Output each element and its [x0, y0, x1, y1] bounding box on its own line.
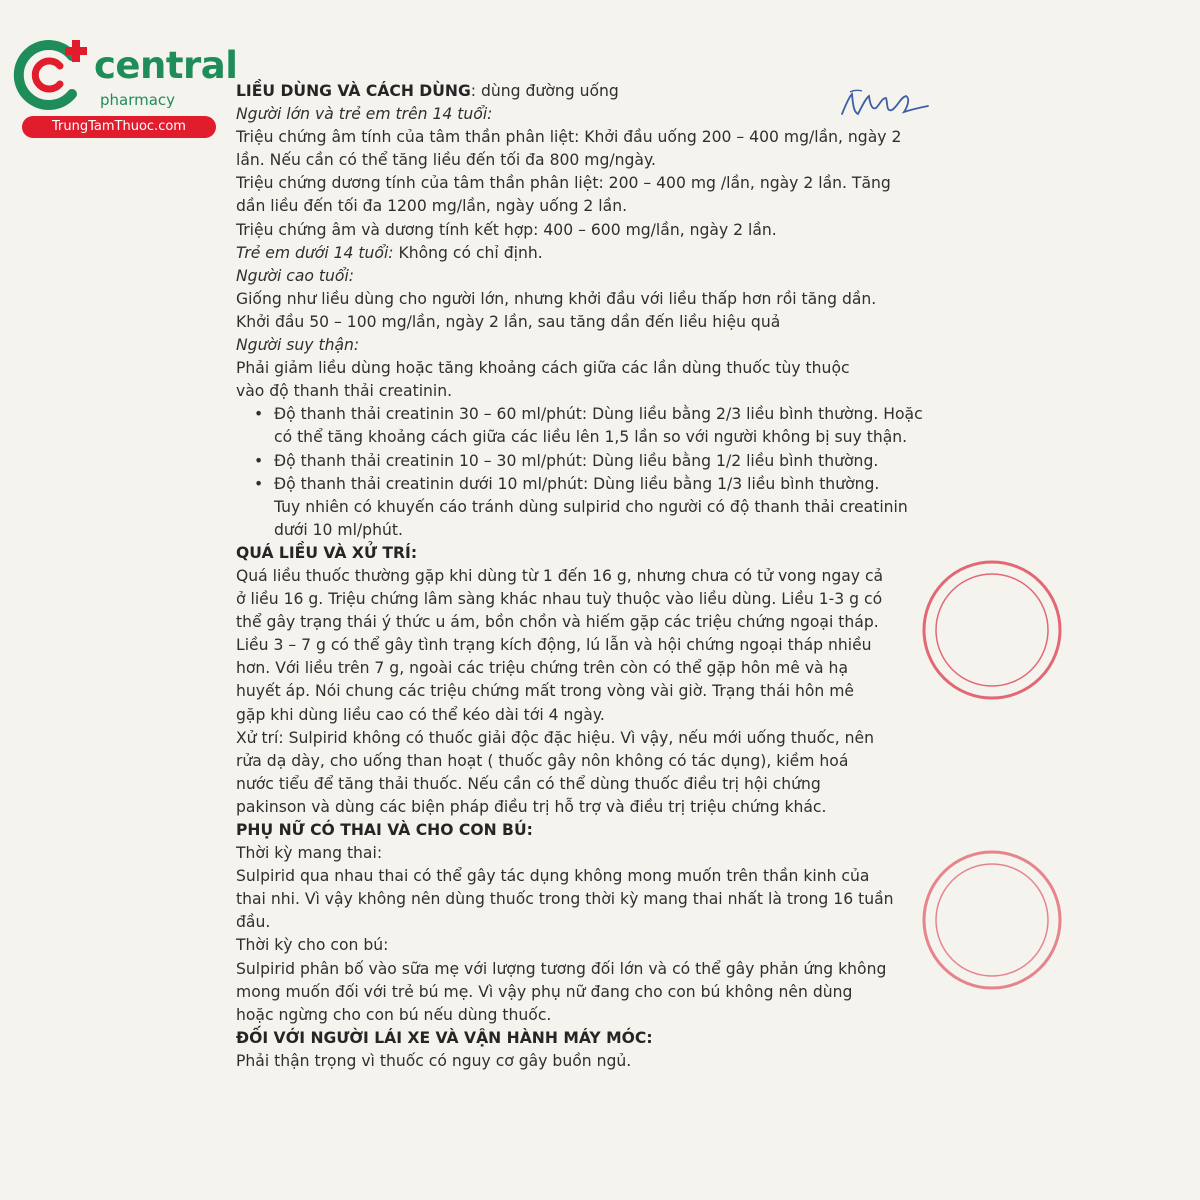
- text-line: [236, 403, 1012, 426]
- text-line: [236, 750, 1012, 773]
- body-text: đầu.: [236, 913, 271, 932]
- text-line: [236, 265, 1012, 288]
- body-text: Khởi đầu 50 – 100 mg/lần, ngày 2 lần, sau tăng dần đến liều hiệu quả: [236, 312, 781, 331]
- text-line: [236, 473, 1012, 496]
- body-text: nước tiểu để tăng thải thuốc. Nếu cần có thể dùng thuốc điều trị hội chứng: [236, 774, 821, 793]
- text-line: [236, 242, 1012, 265]
- body-text: mong muốn đối với trẻ bú mẹ. Vì vậy phụ nữ đang cho con bú không nên dùng: [236, 982, 853, 1001]
- body-text: có thể tăng khoảng cách giữa các liều lên 1,5 lần so với người không bị suy thận.: [274, 428, 908, 447]
- body-text: hơn. Với liều trên 7 g, ngoài các triệu chứng trên còn có thể gặp hôn mê và hạ: [236, 659, 849, 678]
- text-line: [236, 934, 1012, 957]
- text-line: [236, 149, 1012, 172]
- central-pharmacy-logo-icon: [10, 34, 92, 116]
- text-line: [236, 219, 1012, 242]
- text-line: [236, 565, 1012, 588]
- bullet-marker: •: [254, 474, 264, 493]
- body-text: huyết áp. Nói chung các triệu chứng mất trong vòng vài giờ. Trạng thái hôn mê: [236, 682, 855, 701]
- text-line: [236, 888, 1012, 911]
- text-line: [236, 819, 1012, 842]
- body-text: Độ thanh thải creatinin dưới 10 ml/phút: Dùng liều bằng 1/3 liều bình thường.: [274, 474, 880, 493]
- body-text: Thời kỳ mang thai:: [236, 844, 383, 863]
- body-text: lần. Nếu cần có thể tăng liều đến tối đa 800 mg/ngày.: [236, 151, 656, 170]
- body-text: Giống như liều dùng cho người lớn, nhưng khởi đầu với liều thấp hơn rồi tăng dần.: [236, 289, 877, 308]
- subheading-text: Người lớn và trẻ em trên 14 tuổi:: [236, 105, 493, 124]
- text-line: [236, 773, 1012, 796]
- subheading-text: Người cao tuổi:: [236, 266, 355, 285]
- text-line: [236, 634, 1012, 657]
- section-heading: QUÁ LIỀU VÀ XỬ TRÍ:: [236, 543, 418, 562]
- text-line: [236, 519, 1012, 542]
- text-line: [236, 195, 1012, 218]
- text-line: [236, 865, 1012, 888]
- subheading-text: Trẻ em dưới 14 tuổi:: [236, 243, 394, 262]
- text-line: [236, 588, 1012, 611]
- central-pharmacy-logo[interactable]: [10, 34, 238, 144]
- text-line: [236, 958, 1012, 981]
- body-text: gặp khi dùng liều cao có thể kéo dài tới 4 ngày.: [236, 705, 605, 724]
- text-line: [236, 334, 1012, 357]
- logo-sub-text: pharmacy: [100, 91, 176, 109]
- body-text: ở liều 16 g. Triệu chứng lâm sàng khác nhau tuỳ thuộc vào liều dùng. Liều 1-3 g có: [236, 590, 883, 609]
- text-line: [236, 288, 1012, 311]
- text-line: [236, 450, 1012, 473]
- subheading-text: Người suy thận:: [236, 336, 360, 355]
- document-body: [236, 80, 1012, 1073]
- body-text: Sulpirid qua nhau thai có thể gây tác dụng không mong muốn trên thần kinh của: [236, 867, 870, 886]
- text-line: [236, 80, 1012, 103]
- text-line: [236, 911, 1012, 934]
- body-text: Phải thận trọng vì thuốc có nguy cơ gây buồn ngủ.: [236, 1051, 632, 1070]
- body-text: rửa dạ dày, cho uống than hoạt ( thuốc gây nôn không có tác dụng), kiềm hoá: [236, 751, 849, 770]
- body-text: Thời kỳ cho con bú:: [236, 936, 389, 955]
- text-line: [236, 704, 1012, 727]
- text-line: [236, 727, 1012, 750]
- body-text: Tuy nhiên có khuyến cáo tránh dùng sulpirid cho người có độ thanh thải creatinin: [274, 497, 908, 516]
- text-line: [236, 611, 1012, 634]
- logo-brand-text: central: [94, 44, 238, 87]
- body-text: Liều 3 – 7 g có thể gây tình trạng kích động, lú lẫn và hội chứng ngoại tháp nhiều: [236, 636, 872, 655]
- body-text: Triệu chứng âm tính của tâm thần phân liệt: Khởi đầu uống 200 – 400 mg/lần, ngày 2: [236, 128, 902, 147]
- logo-site-link[interactable]: TrungTamThuoc.com: [22, 116, 216, 138]
- body-text: Quá liều thuốc thường gặp khi dùng từ 1 đến 16 g, nhưng chưa có tử vong ngay cả: [236, 566, 884, 585]
- body-text: thể gây trạng thái ý thức u ám, bồn chồn và hiếm gặp các triệu chứng ngoại tháp.: [236, 613, 879, 632]
- body-text: Triệu chứng dương tính của tâm thần phân liệt: 200 – 400 mg /lần, ngày 2 lần. Tăng: [236, 174, 891, 193]
- body-text: pakinson và dùng các biện pháp điều trị hỗ trợ và điều trị triệu chứng khác.: [236, 797, 827, 816]
- text-line: [236, 426, 1012, 449]
- body-text: Xử trí: Sulpirid không có thuốc giải độc đặc hiệu. Vì vậy, nếu mới uống thuốc, nên: [236, 728, 875, 747]
- section-heading: LIỀU DÙNG VÀ CÁCH DÙNG: [236, 82, 471, 100]
- text-line: [236, 496, 1012, 519]
- text-line: [236, 380, 1012, 403]
- body-text: hoặc ngừng cho con bú nếu dùng thuốc.: [236, 1005, 552, 1024]
- text-line: [236, 542, 1012, 565]
- text-line: [236, 657, 1012, 680]
- text-line: [236, 1027, 1012, 1050]
- section-heading: ĐỐI VỚI NGƯỜI LÁI XE VÀ VẬN HÀNH MÁY MÓC:: [236, 1028, 653, 1047]
- bullet-marker: •: [254, 405, 264, 424]
- text-line: [236, 357, 1012, 380]
- text-line: [236, 1004, 1012, 1027]
- section-heading: PHỤ NỮ CÓ THAI VÀ CHO CON BÚ:: [236, 821, 533, 839]
- body-text: Phải giảm liều dùng hoặc tăng khoảng cách giữa các lần dùng thuốc tùy thuộc: [236, 359, 850, 378]
- body-text: dưới 10 ml/phút.: [274, 520, 403, 539]
- text-line: [236, 796, 1012, 819]
- body-text: Độ thanh thải creatinin 10 – 30 ml/phút: Dùng liều bằng 1/2 liều bình thường.: [274, 451, 879, 470]
- body-text: dần liều đến tối đa 1200 mg/lần, ngày uống 2 lần.: [236, 197, 628, 216]
- text-line: [236, 1050, 1012, 1073]
- body-text: Không có chỉ định.: [393, 243, 543, 262]
- text-line: [236, 103, 1012, 126]
- body-text: Độ thanh thải creatinin 30 – 60 ml/phút: Dùng liều bằng 2/3 liều bình thường. Hoặc: [274, 405, 923, 424]
- body-text: Triệu chứng âm và dương tính kết hợp: 400 – 600 mg/lần, ngày 2 lần.: [236, 220, 777, 239]
- body-text: : dùng đường uống: [470, 82, 619, 100]
- body-text: vào độ thanh thải creatinin.: [236, 382, 453, 401]
- bullet-marker: •: [254, 451, 264, 470]
- text-line: [236, 842, 1012, 865]
- text-line: [236, 981, 1012, 1004]
- body-text: Sulpirid phân bố vào sữa mẹ với lượng tương đối lớn và có thể gây phản ứng không: [236, 959, 887, 978]
- text-line: [236, 126, 1012, 149]
- body-text: thai nhi. Vì vậy không nên dùng thuốc trong thời kỳ mang thai nhất là trong 16 tuần: [236, 890, 894, 909]
- text-line: [236, 172, 1012, 195]
- text-line: [236, 680, 1012, 703]
- text-line: [236, 311, 1012, 334]
